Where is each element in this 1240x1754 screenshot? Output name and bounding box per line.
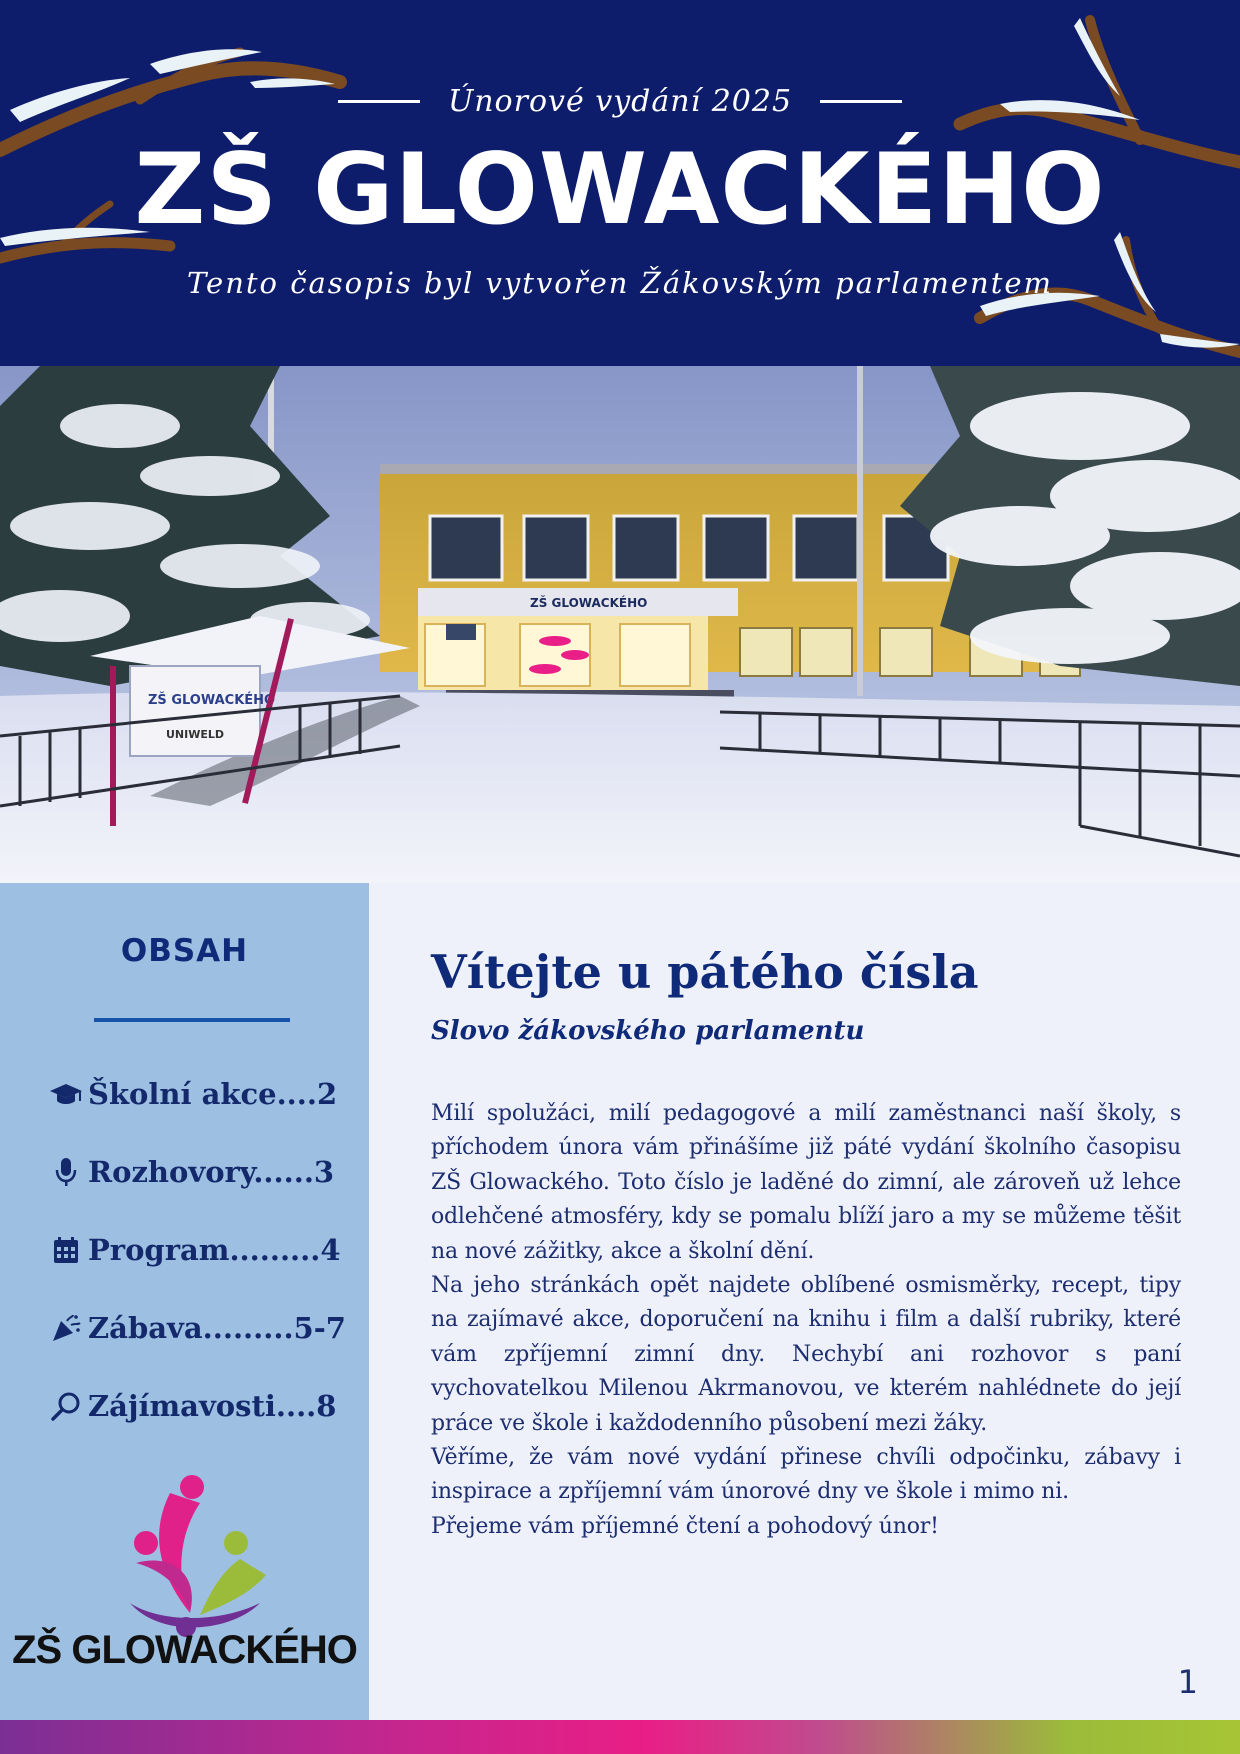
toc-title: OBSAH bbox=[120, 933, 249, 969]
issue-rule-right bbox=[820, 100, 902, 103]
toc-label: Zájímavosti....8 bbox=[88, 1389, 337, 1423]
toc-item-skolni-akce[interactable] bbox=[48, 1055, 358, 1133]
toc-label: Školní akce....2 bbox=[88, 1077, 338, 1111]
toc-item-zabava[interactable] bbox=[48, 1289, 358, 1367]
magnifier-icon bbox=[48, 1388, 84, 1424]
toc-item-rozhovory[interactable] bbox=[48, 1133, 358, 1211]
party-popper-icon bbox=[48, 1310, 84, 1346]
toc-item-program[interactable] bbox=[48, 1211, 358, 1289]
article-paragraph: Věříme, že vám nové vydání přinese chvíli odpočinku, zábavy i inspirace a zpříjemní vám únorové dny ve škole i mimo ni. bbox=[431, 1445, 1181, 1505]
toc-label: Program.........4 bbox=[88, 1233, 341, 1267]
article-subtitle: Slovo žákovského parlamentu bbox=[431, 1016, 865, 1046]
toc-label: Zábava.........5-7 bbox=[88, 1311, 346, 1345]
school-logo-text: ZŠ GLOWACKÉHO bbox=[12, 1628, 357, 1672]
calendar-icon bbox=[48, 1232, 84, 1268]
issue-rule-left bbox=[338, 100, 420, 103]
toc-label: Rozhovory......3 bbox=[88, 1155, 335, 1189]
toc-list bbox=[48, 1055, 358, 1445]
issue-label: Únorové vydání 2025 bbox=[447, 84, 793, 119]
school-building-illustration bbox=[0, 366, 1240, 883]
masthead-title: ZŠ GLOWACKÉHO bbox=[134, 133, 1106, 247]
article-paragraph: Na jeho stránkách opět najdete oblíbené osmisměrky, recept, tipy na zajímavé akce, doporučení na knihu i film a další rubriky, které vám zpříjemní zimní dny. Nechybí ani rozhovor s paní vychovatelkou Milenou Akrmanovou, ve kterém nahlédnete do její práce ve škole i každodenního působení mezi žáky. bbox=[431, 1273, 1181, 1436]
article-body bbox=[431, 1097, 1181, 1544]
toc-item-zajimavosti[interactable] bbox=[48, 1367, 358, 1445]
issue-line bbox=[0, 84, 1240, 119]
table-of-contents-sidebar bbox=[0, 883, 369, 1720]
building-sign-text: ZŠ GLOWACKÉHO bbox=[530, 596, 648, 610]
shelter-sponsor-text: UNIWELD bbox=[166, 728, 225, 741]
shelter-sign-text: ZŠ GLOWACKÉHO bbox=[148, 693, 276, 708]
masthead-header bbox=[0, 0, 1240, 366]
article-paragraph: Přejeme vám příjemné čtení a pohodový únor! bbox=[431, 1513, 939, 1539]
masthead-tagline: Tento časopis byl vytvořen Žákovským parlamentem bbox=[186, 266, 1054, 300]
editorial-section bbox=[369, 883, 1240, 1720]
toc-divider bbox=[94, 1018, 290, 1022]
graduation-cap-icon bbox=[48, 1076, 84, 1112]
page-number: 1 bbox=[1177, 1663, 1198, 1701]
school-photo bbox=[0, 366, 1240, 883]
article-paragraph: Milí spolužáci, milí pedagogové a milí zaměstnanci naší školy, s příchodem února vám přinášíme již páté vydání školního časopisu ZŠ Glowackého. Toto číslo je laděné do zimní, ale zároveň už lehce odlehčené atmosféry, kdy se pomalu blíží jaro a my se můžeme těšit na nové zážitky, akce a školní dění. bbox=[431, 1101, 1181, 1264]
article-title: Vítejte u pátého čísla bbox=[431, 945, 979, 999]
microphone-icon bbox=[48, 1154, 84, 1190]
bottom-gradient-bar bbox=[0, 1720, 1240, 1754]
